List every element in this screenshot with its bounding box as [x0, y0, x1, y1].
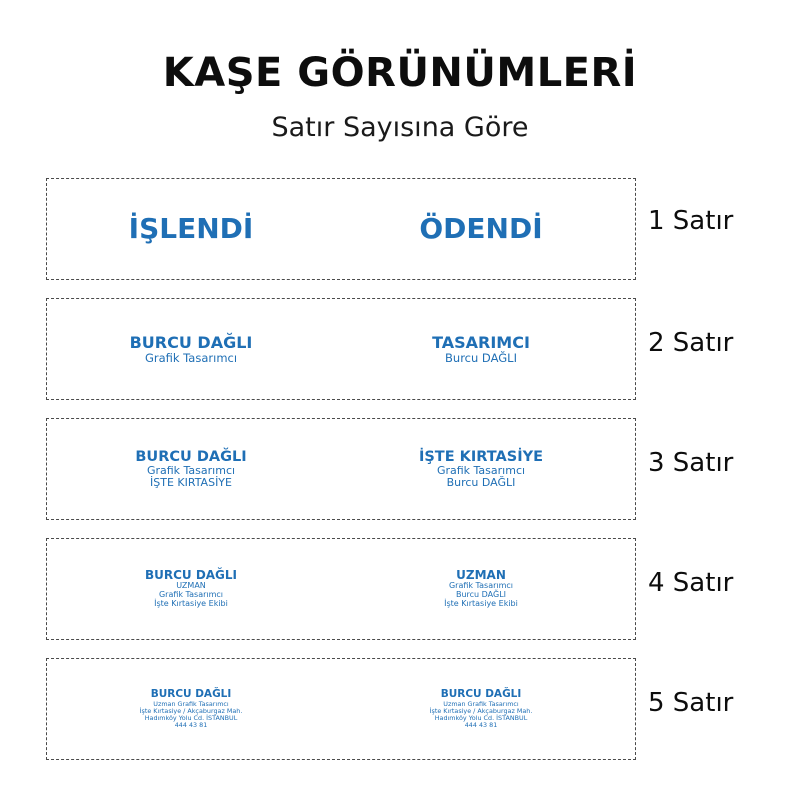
stamp-sample-right: [336, 538, 626, 640]
stamp-line: Burcu DAĞLI: [455, 590, 507, 600]
stamp-line: Grafik Tasarımcı: [144, 350, 238, 365]
stamp-line: Hadımköy Yolu Cd. İSTANBUL: [434, 713, 528, 722]
stamp-line: BURCU DAĞLI: [144, 567, 238, 582]
stamp-line: Burcu DAĞLI: [446, 476, 516, 490]
stamp-row-4: [0, 538, 800, 644]
line-count-label: 3 Satır: [648, 448, 734, 478]
stamp-line: İşte Kırtasiye / Akçaburgaz Mah.: [139, 706, 243, 715]
stamp-line: Grafik Tasarımcı: [146, 463, 236, 477]
stamp-line: ÖDENDİ: [419, 212, 543, 246]
stamp-line: İşte Kırtasiye Ekibi: [444, 599, 518, 609]
stamp-line: Uzman Grafik Tasarımcı: [443, 699, 519, 708]
line-count-label: 5 Satır: [648, 688, 734, 718]
stamp-sample-right: [336, 178, 626, 280]
stamp-line: İşte Kırtasiye / Akçaburgaz Mah.: [429, 706, 533, 715]
stamp-line: BURCU DAĞLI: [150, 687, 232, 700]
stamp-sample-right: [336, 418, 626, 520]
page-title: KAŞE GÖRÜNÜMLERİ: [162, 50, 638, 96]
stamp-sample-right: [336, 658, 626, 760]
stamp-line: UZMAN: [176, 581, 206, 591]
stamp-line: Grafik Tasarımcı: [436, 463, 526, 477]
stamp-line: BURCU DAĞLI: [129, 332, 253, 352]
stamp-line: İŞLENDİ: [128, 212, 254, 246]
line-count-label: 1 Satır: [648, 206, 734, 236]
stamp-line: BURCU DAĞLI: [135, 448, 247, 465]
stamp-line: Uzman Grafik Tasarımcı: [153, 699, 229, 708]
stamp-line: BURCU DAĞLI: [440, 687, 522, 700]
stamp-line: Burcu DAĞLI: [445, 350, 517, 365]
stamp-line: İŞTE KIRTASİYE: [418, 448, 544, 465]
stamp-row-1: [0, 178, 800, 284]
page-subtitle: Satır Sayısına Göre: [271, 112, 529, 143]
stamp-line: İŞTE KIRTASİYE: [150, 476, 232, 490]
stamp-row-2: [0, 298, 800, 404]
stamp-row-3: [0, 418, 800, 524]
stamp-sample-left: [46, 658, 336, 760]
stamp-line: UZMAN: [456, 567, 506, 582]
stamp-sample-right: [336, 298, 626, 400]
stamp-row-5: [0, 658, 800, 764]
stamp-sample-left: [46, 298, 336, 400]
stamp-line: TASARIMCI: [432, 332, 530, 352]
stamp-line: Grafik Tasarımcı: [448, 581, 514, 591]
line-count-label: 2 Satır: [648, 328, 734, 358]
stamp-line: Grafik Tasarımcı: [158, 590, 224, 600]
stamp-line: 444 43 81: [464, 721, 498, 730]
stamp-line: Hadımköy Yolu Cd. İSTANBUL: [144, 713, 238, 722]
line-count-label: 4 Satır: [648, 568, 734, 598]
stamp-sample-left: [46, 418, 336, 520]
stamp-sample-left: [46, 178, 336, 280]
stamp-sample-left: [46, 538, 336, 640]
stamp-line: 444 43 81: [174, 721, 208, 730]
stamp-line: İşte Kırtasiye Ekibi: [154, 599, 228, 609]
